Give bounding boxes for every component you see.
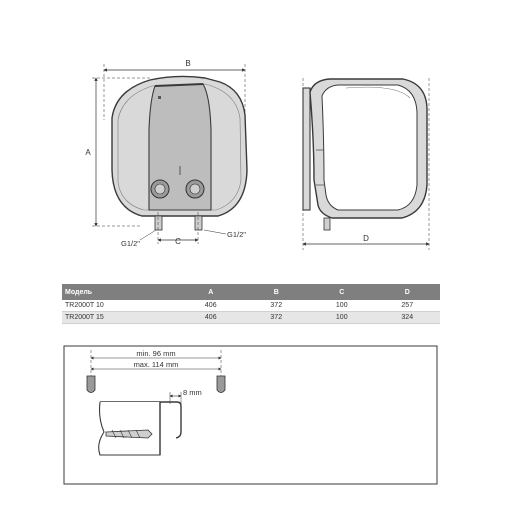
dimensions-table: [62, 284, 440, 324]
inlet-left-label: G1/2": [121, 239, 140, 248]
knob-cap: [155, 184, 165, 194]
table-header-cell: Модель: [62, 284, 178, 300]
table-cell: 406: [178, 312, 244, 324]
min-spacing-label: min. 96 mm: [136, 349, 176, 358]
dim-label-c: C: [175, 237, 181, 246]
dim-label-d: D: [363, 234, 369, 243]
table-header-cell: D: [375, 284, 441, 300]
front-view: [85, 59, 247, 248]
table-row: [62, 300, 440, 312]
max-spacing-label: max. 114 mm: [133, 360, 179, 369]
inlet-pipe-right: [195, 216, 202, 230]
inlet-right-label: G1/2": [227, 230, 246, 239]
table-cell: 100: [309, 312, 375, 324]
mounting-detail: [64, 346, 437, 484]
table-header-row: [62, 284, 440, 300]
table-cell: 100: [309, 300, 375, 312]
table-header-cell: B: [244, 284, 310, 300]
dim-label-b: B: [185, 59, 191, 68]
table-cell: TR2000T 15: [62, 312, 178, 324]
table-cell: 406: [178, 300, 244, 312]
wall-hook-left-icon: [87, 376, 95, 393]
table-row: [62, 312, 440, 324]
table-cell: TR2000T 10: [62, 300, 178, 312]
indicator-light: [158, 96, 161, 99]
dim-label-a: A: [85, 148, 91, 157]
knob-cap: [190, 184, 200, 194]
leader-line: [140, 230, 156, 240]
table-cell: 372: [244, 312, 310, 324]
table-cell: 372: [244, 300, 310, 312]
table-header-cell: A: [178, 284, 244, 300]
side-inner-panel: [322, 85, 417, 210]
wall-section: [99, 402, 160, 455]
inlet-pipe-left: [155, 216, 162, 230]
hook-gap-label: 8 mm: [183, 388, 202, 397]
table-cell: 257: [375, 300, 441, 312]
table-header-cell: C: [309, 284, 375, 300]
wall-bracket: [303, 88, 310, 210]
side-pipe: [324, 218, 330, 230]
side-view: [303, 78, 429, 250]
leader-line: [204, 230, 226, 234]
table-cell: 324: [375, 312, 441, 324]
wall-hook-right-icon: [217, 376, 225, 393]
